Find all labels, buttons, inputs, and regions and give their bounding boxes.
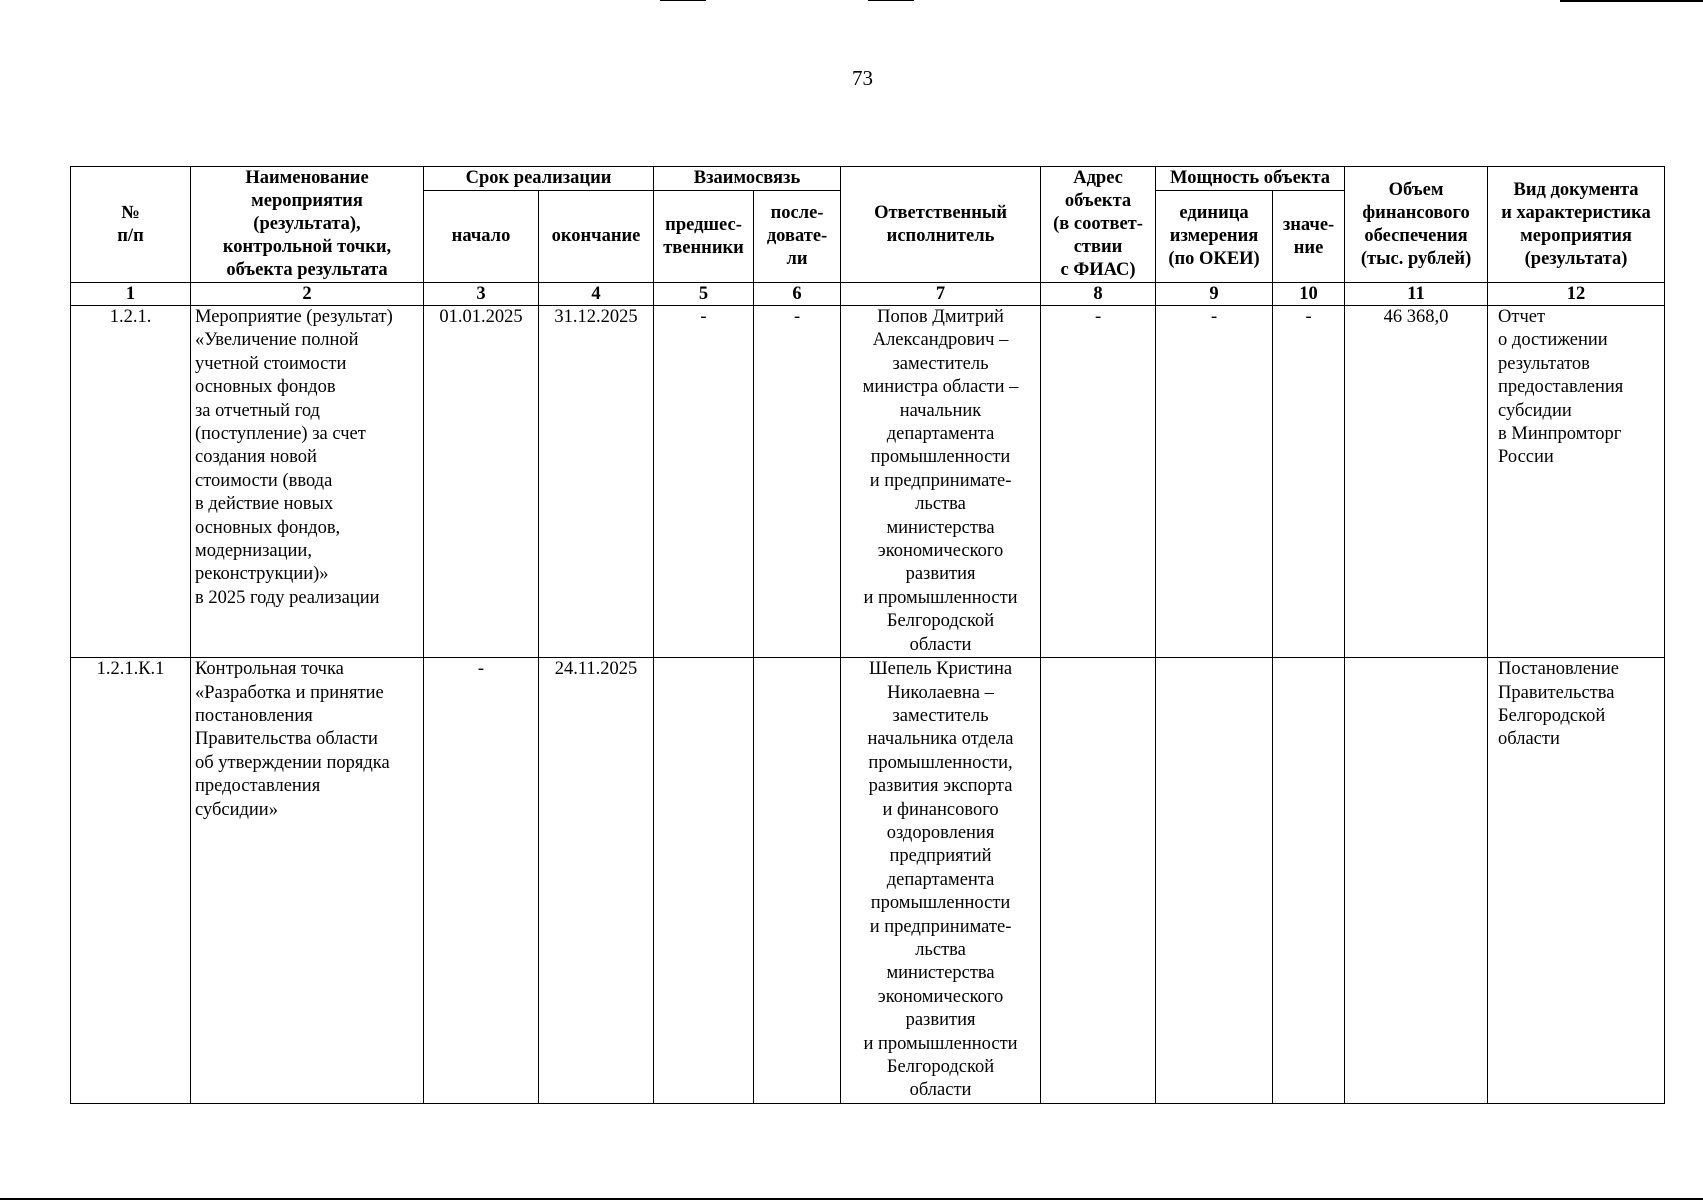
row-end-date: 31.12.2025 <box>539 306 654 658</box>
scan-artifact-line <box>660 0 706 1</box>
header-row-top <box>71 167 1665 191</box>
header-term-group: Срок реализации <box>424 167 654 191</box>
implementation-plan-table <box>70 166 1665 1104</box>
row-unit <box>1156 658 1273 1104</box>
page-number: 73 <box>852 66 873 90</box>
column-number: 12 <box>1488 283 1665 306</box>
row-unit: - <box>1156 306 1273 658</box>
row-name: Контрольная точка «Разработка и принятие постановления Правительства области об утверждении порядка предоставления субсидии» <box>191 658 424 1104</box>
row-end-date: 24.11.2025 <box>539 658 654 1104</box>
row-predecessors: - <box>654 306 754 658</box>
header-name: Наименование мероприятия (результата), контрольной точки, объекта результата <box>191 167 424 283</box>
row-address: - <box>1041 306 1156 658</box>
row-num: 1.2.1. <box>71 306 191 658</box>
header-address: Адрес объекта (в соответ- ствии с ФИАС) <box>1041 167 1156 283</box>
header-term-start: начало <box>424 191 539 283</box>
header-num: № п/п <box>71 167 191 283</box>
row-finance <box>1345 658 1488 1104</box>
row-value <box>1273 658 1345 1104</box>
column-number: 1 <box>71 283 191 306</box>
column-number: 5 <box>654 283 754 306</box>
column-number: 3 <box>424 283 539 306</box>
row-successors: - <box>754 306 841 658</box>
header-link-prev: предшес- твенники <box>654 191 754 283</box>
column-number: 10 <box>1273 283 1345 306</box>
row-num: 1.2.1.К.1 <box>71 658 191 1104</box>
row-name: Мероприятие (результат) «Увеличение полной учетной стоимости основных фондов за отчетный год (поступление) за счет создания новой стоимости (ввода в действие новых основных фондов, модернизации, реконструкции)» в 2025 году реализации <box>191 306 424 658</box>
row-start-date: - <box>424 658 539 1104</box>
row-finance: 46 368,0 <box>1345 306 1488 658</box>
header-capacity-group: Мощность объекта <box>1156 167 1345 191</box>
column-number: 2 <box>191 283 424 306</box>
table-row <box>71 658 1665 1104</box>
row-address <box>1041 658 1156 1104</box>
header-link-next: после- довате- ли <box>754 191 841 283</box>
row-responsible: Попов Дмитрий Александрович – заместитель министра области – начальник департамента промышленности и предпринимате- льства министерства экономического развития и промышленности Белгородской области <box>841 306 1041 658</box>
header-finance: Объем финансового обеспечения (тыс. рублей) <box>1345 167 1488 283</box>
row-responsible: Шепель Кристина Николаевна – заместитель начальника отдела промышленности, развития экспорта и финансового оздоровления предприятий департамента промышленности и предпринимате- льства министерства экономического развития и промышленности Белгородской области <box>841 658 1041 1104</box>
row-start-date: 01.01.2025 <box>424 306 539 658</box>
row-value: - <box>1273 306 1345 658</box>
column-number: 11 <box>1345 283 1488 306</box>
column-numbers-row <box>71 283 1665 306</box>
scan-artifact-line <box>1560 0 1703 2</box>
row-predecessors <box>654 658 754 1104</box>
table-row <box>71 306 1665 658</box>
column-number: 6 <box>754 283 841 306</box>
header-link-group: Взаимосвязь <box>654 167 841 191</box>
header-doc-type: Вид документа и характеристика мероприятия (результата) <box>1488 167 1665 283</box>
row-successors <box>754 658 841 1104</box>
header-term-end: окончание <box>539 191 654 283</box>
row-doc: Постановление Правительства Белгородской области <box>1488 658 1665 1104</box>
header-responsible: Ответственный исполнитель <box>841 167 1041 283</box>
column-number: 8 <box>1041 283 1156 306</box>
scan-artifact-line <box>868 0 914 1</box>
column-number: 9 <box>1156 283 1273 306</box>
header-capacity-unit: единица измерения (по ОКЕИ) <box>1156 191 1273 283</box>
column-number: 4 <box>539 283 654 306</box>
row-doc: Отчет о достижении результатов предоставления субсидии в Минпромторг России <box>1488 306 1665 658</box>
column-number: 7 <box>841 283 1041 306</box>
header-capacity-value: значе- ние <box>1273 191 1345 283</box>
